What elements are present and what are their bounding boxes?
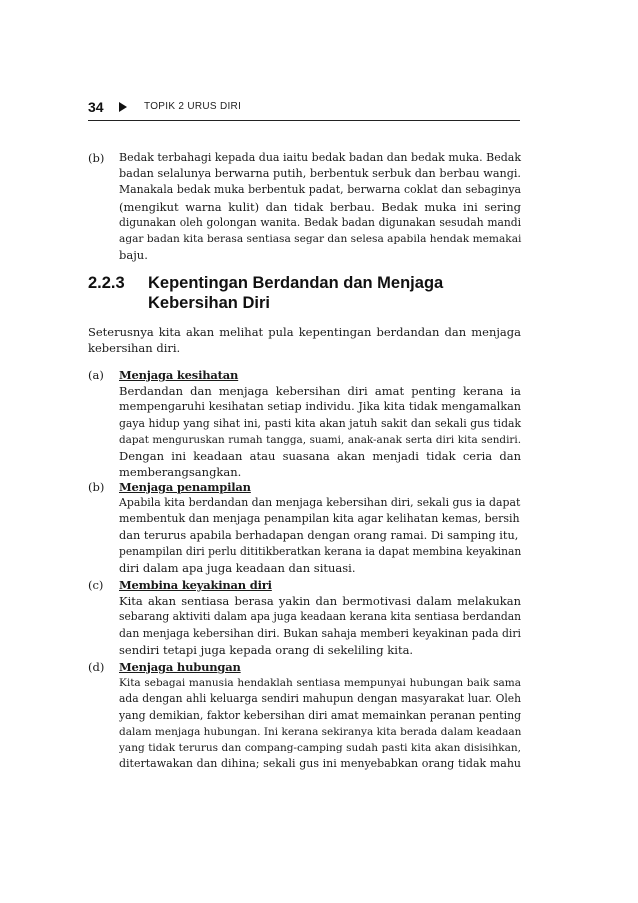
running-head: TOPIK 2 URUS DIRI: [144, 101, 242, 112]
text-line: baju.: [119, 248, 148, 263]
page-number: 34: [88, 99, 104, 115]
section-intro-text: [88, 324, 521, 356]
item-title: Menjaga hubungan: [119, 660, 241, 674]
text-line: dan menjaga kebersihan diri. Bukan sahaja memberi keyakinan pada diri: [119, 626, 521, 640]
text-line: Kita sebagai manusia hendaklah sentiasa mempunyai hubungan baik sama: [119, 677, 521, 690]
item-title: Menjaga penampilan: [119, 480, 251, 494]
page-header: [88, 96, 520, 122]
text-line: gaya hidup yang sihat ini, pasti kita akan jatuh sakit dan sekali gus tidak: [119, 416, 521, 430]
play-arrow-icon: [119, 102, 127, 112]
intro-item-text: [119, 150, 521, 263]
item-title: Menjaga kesihatan: [119, 368, 239, 382]
text-line: badan selalunya berwarna putih, berbentuk serbuk dan berbau wangi.: [119, 167, 521, 181]
text-line: dan terurus apabila berhadapan dengan orang ramai. Di samping itu,: [119, 528, 519, 542]
item-membina-keyakinan-diri: [119, 577, 521, 658]
section-title-line: Kebersihan Diri: [148, 294, 270, 312]
text-line: ditertawakan dan dihina; sekali gus ini menyebabkan orang tidak mahu: [119, 757, 521, 771]
text-line: Apabila kita berdandan dan menjaga kebersihan diri, sekali gus ia dapat: [119, 496, 521, 510]
text-line: Seterusnya kita akan melihat pula kepentingan berdandan dan menjaga: [88, 325, 521, 339]
item-label: (a): [88, 368, 104, 382]
item-label: (d): [88, 660, 105, 674]
text-line: Bedak terbahagi kepada dua iaitu bedak badan dan bedak muka. Bedak: [119, 151, 521, 164]
text-line: Dengan ini keadaan atau suasana akan menjadi tidak ceria dan: [119, 449, 521, 464]
header-rule: [88, 120, 520, 121]
text-line: Manakala bedak muka berbentuk padat, berwarna coklat dan sebaginya: [119, 183, 521, 197]
text-line: Berdandan dan menjaga kebersihan diri amat penting kerana ia: [119, 384, 521, 399]
text-line: sendiri tetapi juga kepada orang di sekeliling kita.: [119, 642, 414, 657]
item-title: Membina keyakinan diri: [119, 578, 272, 592]
text-line: memberangsangkan.: [119, 465, 242, 480]
item-menjaga-penampilan: [119, 479, 521, 576]
text-line: kebersihan diri.: [88, 341, 181, 356]
item-label: (b): [88, 480, 105, 494]
text-line: dalam menjaga hubungan. Ini kerana sekiranya kita berada dalam keadaan: [119, 725, 522, 738]
item-label: (c): [88, 578, 104, 592]
text-line: sebarang aktiviti dalam apa juga keadaan kerana kita sentiasa berdandan: [119, 610, 521, 624]
section-number: 2.2.3: [88, 274, 125, 292]
text-line: agar badan kita berasa sentiasa segar dan selesa apabila hendak memakai: [119, 233, 522, 246]
text-line: Kita akan sentiasa berasa yakin dan bermotivasi dalam melakukan: [119, 594, 521, 609]
section-title-line: Kepentingan Berdandan dan Menjaga: [148, 274, 444, 292]
text-line: dapat menguruskan rumah tangga, suami, anak-anak serta diri kita sendiri.: [119, 433, 521, 446]
text-line: yang tidak terurus dan compang-camping sudah pasti kita akan disisihkan,: [119, 742, 521, 755]
section-title: [148, 273, 443, 313]
item-menjaga-hubungan: [119, 659, 521, 772]
text-line: yang demikian, faktor kebersihan diri amat memainkan peranan penting: [119, 708, 522, 722]
text-line: diri dalam apa juga keadaan dan situasi.: [119, 561, 356, 576]
text-line: ada dengan ahli keluarga sendiri mahupun dengan masyarakat luar. Oleh: [119, 692, 521, 706]
intro-item-label: (b): [88, 151, 105, 165]
item-menjaga-kesihatan: [119, 367, 521, 480]
text-line: digunakan oleh golongan wanita. Bedak badan digunakan sesudah mandi: [119, 215, 521, 229]
text-line: (mengikut warna kulit) dan tidak berbau. Bedak muka ini sering: [119, 199, 521, 214]
text-line: membentuk dan menjaga penampilan kita agar kelihatan kemas, bersih: [119, 512, 520, 526]
text-line: penampilan diri perlu dititikberatkan kerana ia dapat membina keyakinan: [119, 544, 522, 558]
text-line: mempengaruhi kesihatan setiap individu. Jika kita tidak mengamalkan: [119, 400, 521, 414]
